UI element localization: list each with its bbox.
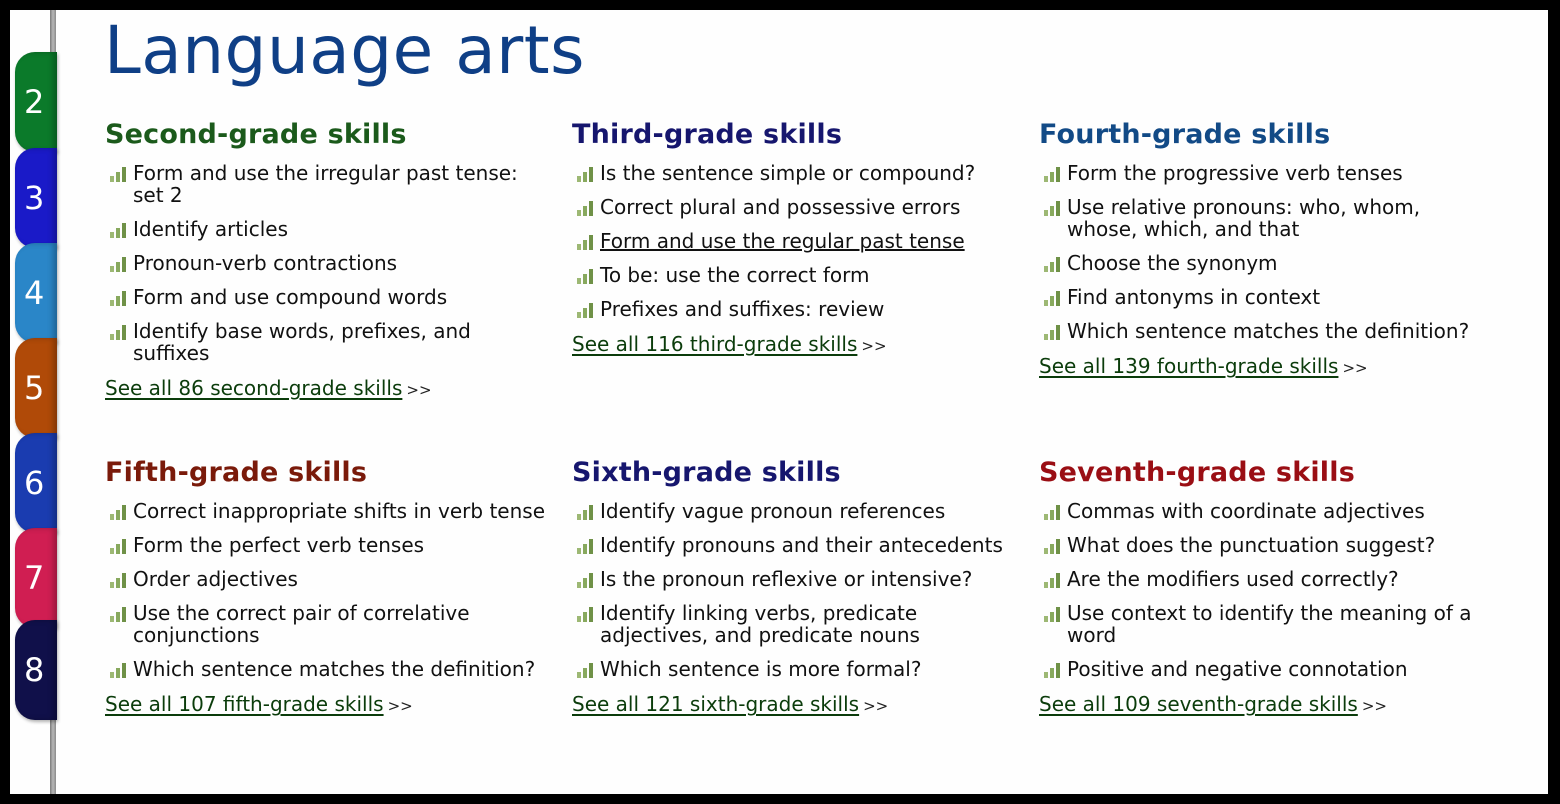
skill-item[interactable]	[1039, 196, 1479, 240]
skill-level-icon	[1044, 325, 1062, 340]
skill-item[interactable]	[1039, 320, 1479, 342]
skill-label-hovered[interactable]: Form and use the regular past tense	[600, 229, 965, 253]
skill-item[interactable]	[1039, 534, 1479, 556]
see-all-link[interactable]: See all 86 second-grade skills	[105, 376, 403, 400]
section-fourth-grade	[1039, 118, 1479, 380]
skill-item[interactable]	[105, 252, 545, 274]
skill-item[interactable]	[572, 534, 1012, 556]
see-all-row	[105, 376, 545, 402]
skill-label[interactable]: Commas with coordinate adjectives	[1067, 499, 1425, 523]
section-sixth-grade	[572, 456, 1012, 718]
grade-tab-4[interactable]: 4	[15, 243, 57, 343]
see-all-link[interactable]: See all 139 fourth-grade skills	[1039, 354, 1339, 378]
section-third-grade	[572, 118, 1012, 358]
skill-level-icon	[110, 325, 128, 340]
skill-label[interactable]: Which sentence is more formal?	[600, 657, 922, 681]
grade-tab-7[interactable]: 7	[15, 528, 57, 628]
skill-label[interactable]: Identify vague pronoun references	[600, 499, 946, 523]
see-all-link[interactable]: See all 109 seventh-grade skills	[1039, 692, 1358, 716]
skill-label[interactable]: Find antonyms in context	[1067, 285, 1321, 309]
skill-label[interactable]: Identify linking verbs, predicate adjectives, and predicate nouns	[600, 601, 920, 647]
skill-list	[572, 162, 1012, 320]
grade-tab-6[interactable]: 6	[15, 433, 57, 533]
section-heading: Second-grade skills	[105, 119, 407, 150]
skill-label[interactable]: Form and use compound words	[133, 285, 448, 309]
see-all-row	[1039, 354, 1479, 380]
section-seventh-grade	[1039, 456, 1479, 718]
skill-label[interactable]: What does the punctuation suggest?	[1067, 533, 1436, 557]
skill-level-icon	[1044, 573, 1062, 588]
skill-item[interactable]	[105, 320, 545, 364]
skill-label[interactable]: Order adjectives	[133, 567, 298, 591]
skill-label[interactable]: Correct inappropriate shifts in verb tense	[133, 499, 546, 523]
skill-label[interactable]: Form the perfect verb tenses	[133, 533, 425, 557]
skill-item[interactable]	[1039, 602, 1479, 646]
skill-item[interactable]	[572, 298, 1012, 320]
grade-tab-2[interactable]: 2	[15, 52, 57, 152]
skill-label[interactable]: Are the modifiers used correctly?	[1067, 567, 1399, 591]
skill-item[interactable]	[572, 196, 1012, 218]
skill-level-icon	[1044, 167, 1062, 182]
skill-label[interactable]: Choose the synonym	[1067, 251, 1278, 275]
skill-item[interactable]	[572, 264, 1012, 286]
more-arrow: >>	[863, 697, 889, 715]
skill-item[interactable]	[572, 568, 1012, 590]
skill-item[interactable]	[105, 500, 545, 522]
more-arrow: >>	[387, 697, 413, 715]
skill-level-icon	[577, 663, 595, 678]
skill-item[interactable]	[1039, 568, 1479, 590]
skill-level-icon	[577, 573, 595, 588]
skill-label[interactable]: Pronoun-verb contractions	[133, 251, 398, 275]
skill-level-icon	[577, 201, 595, 216]
more-arrow: >>	[1342, 359, 1368, 377]
skill-level-icon	[110, 573, 128, 588]
skill-level-icon	[577, 505, 595, 520]
skill-level-icon	[110, 257, 128, 272]
see-all-link[interactable]: See all 116 third-grade skills	[572, 332, 858, 356]
skill-label[interactable]: Prefixes and suffixes: review	[600, 297, 885, 321]
skill-level-icon	[110, 663, 128, 678]
skill-level-icon	[577, 235, 595, 250]
skill-label[interactable]: Positive and negative connotation	[1067, 657, 1408, 681]
grade-tab-5[interactable]: 5	[15, 338, 57, 438]
section-fifth-grade	[105, 456, 545, 718]
skill-label[interactable]: Identify articles	[133, 217, 289, 241]
skill-list	[1039, 500, 1479, 680]
skill-level-icon	[577, 269, 595, 284]
skill-item[interactable]	[105, 602, 545, 646]
skill-label[interactable]: Which sentence matches the definition?	[1067, 319, 1470, 343]
skill-label[interactable]: Form the progressive verb tenses	[1067, 161, 1403, 185]
skill-level-icon	[110, 607, 128, 622]
grade-tab-3[interactable]: 3	[15, 148, 57, 248]
skill-label[interactable]: Use context to identify the meaning of a word	[1067, 601, 1472, 647]
more-arrow: >>	[1361, 697, 1387, 715]
skill-level-icon	[577, 539, 595, 554]
skill-level-icon	[1044, 257, 1062, 272]
skill-label[interactable]: Correct plural and possessive errors	[600, 195, 961, 219]
skill-level-icon	[577, 167, 595, 182]
skill-level-icon	[1044, 607, 1062, 622]
skill-label[interactable]: Use the correct pair of correlative conjunctions	[133, 601, 470, 647]
skill-item[interactable]	[105, 218, 545, 240]
skill-list	[572, 500, 1012, 680]
skill-level-icon	[110, 291, 128, 306]
see-all-link[interactable]: See all 121 sixth-grade skills	[572, 692, 860, 716]
skill-item[interactable]	[572, 500, 1012, 522]
page-title: Language arts	[104, 12, 586, 89]
skill-label[interactable]: Use relative pronouns: who, whom, whose, which, and that	[1067, 195, 1421, 241]
skill-item[interactable]	[105, 534, 545, 556]
see-all-link[interactable]: See all 107 fifth-grade skills	[105, 692, 384, 716]
skill-level-icon	[110, 505, 128, 520]
skill-item[interactable]	[572, 658, 1012, 680]
section-heading: Fourth-grade skills	[1039, 119, 1331, 150]
skill-item[interactable]	[572, 230, 1012, 252]
skill-label[interactable]: Form and use the irregular past tense: set 2	[133, 161, 518, 207]
skill-label[interactable]: To be: use the correct form	[600, 263, 870, 287]
see-all-row	[572, 332, 1012, 358]
skill-level-icon	[1044, 505, 1062, 520]
section-heading: Fifth-grade skills	[105, 457, 368, 488]
skill-level-icon	[110, 223, 128, 238]
section-heading: Sixth-grade skills	[572, 457, 841, 488]
skill-level-icon	[1044, 663, 1062, 678]
skill-level-icon	[577, 607, 595, 622]
skill-list	[105, 500, 545, 680]
skill-item[interactable]	[1039, 286, 1479, 308]
skill-label[interactable]: Which sentence matches the definition?	[133, 657, 536, 681]
skill-list	[1039, 162, 1479, 342]
skill-level-icon	[110, 167, 128, 182]
skill-item[interactable]	[1039, 162, 1479, 184]
skill-level-icon	[1044, 539, 1062, 554]
skill-item[interactable]	[1039, 500, 1479, 522]
skill-item[interactable]	[1039, 252, 1479, 274]
page-frame	[10, 10, 1548, 794]
skill-item[interactable]	[572, 162, 1012, 184]
skill-label[interactable]: Is the sentence simple or compound?	[600, 161, 976, 185]
skill-list	[105, 162, 545, 364]
grade-tab-8[interactable]: 8	[15, 620, 57, 720]
skill-level-icon	[110, 539, 128, 554]
skill-level-icon	[1044, 201, 1062, 216]
skill-item[interactable]	[105, 658, 545, 680]
skill-item[interactable]	[105, 162, 545, 206]
skill-label[interactable]: Is the pronoun reflexive or intensive?	[600, 567, 973, 591]
skill-item[interactable]	[572, 602, 1012, 646]
more-arrow: >>	[861, 337, 887, 355]
skill-item[interactable]	[105, 568, 545, 590]
more-arrow: >>	[406, 381, 432, 399]
see-all-row	[572, 692, 1012, 718]
skill-label[interactable]: Identify pronouns and their antecedents	[600, 533, 1003, 557]
skill-label[interactable]: Identify base words, prefixes, and suffixes	[133, 319, 471, 365]
skill-item[interactable]	[105, 286, 545, 308]
see-all-row	[1039, 692, 1479, 718]
see-all-row	[105, 692, 545, 718]
skill-item[interactable]	[1039, 658, 1479, 680]
section-heading: Third-grade skills	[572, 119, 843, 150]
skill-level-icon	[577, 303, 595, 318]
section-second-grade	[105, 118, 545, 402]
skill-level-icon	[1044, 291, 1062, 306]
section-heading: Seventh-grade skills	[1039, 457, 1355, 488]
